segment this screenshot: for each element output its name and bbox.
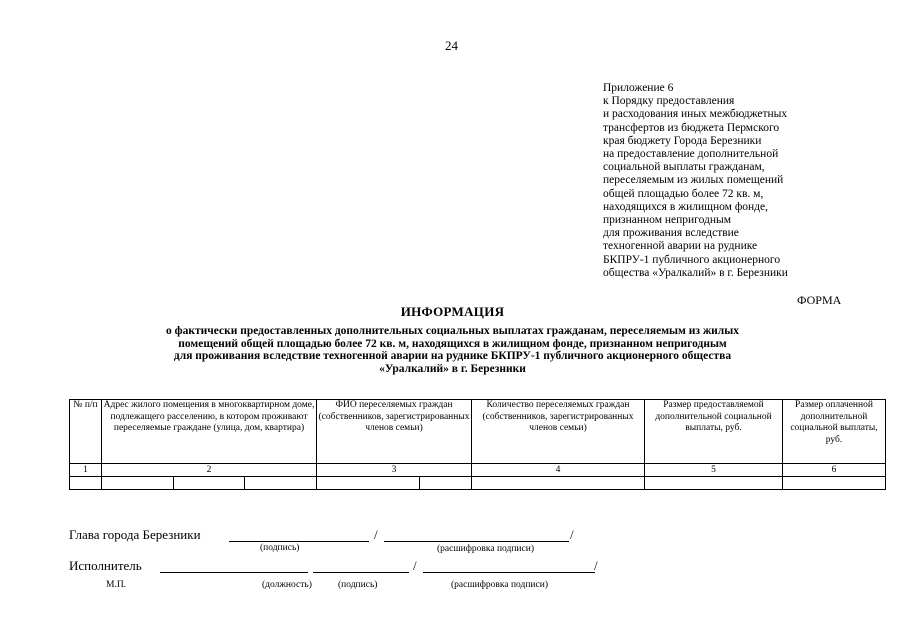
empty-cell <box>472 477 645 490</box>
caption-signature: (подпись) <box>338 580 378 590</box>
caption-signature: (подпись) <box>260 543 300 553</box>
empty-cell-split <box>317 477 472 490</box>
subtitle-line: помещений общей площадью более 72 кв. м, находящихся в жилищном фонде, признанном непригодным <box>178 337 727 350</box>
header-cell-paid-amount: Размер оплаченной дополнительной социальной выплаты, руб. <box>783 400 886 464</box>
caption-decoding: (расшифровка подписи) <box>451 580 548 590</box>
document-subtitle <box>60 325 845 375</box>
appendix-line: края бюджету Города Березники <box>603 134 762 147</box>
executor-signature-line <box>313 572 409 573</box>
subtitle-line: о фактически предоставленных дополнительных социальных выплатах гражданам, переселяемым из жилых <box>166 325 739 337</box>
caption-position: (должность) <box>262 580 312 590</box>
head-decoding-line <box>384 541 569 542</box>
empty-cell <box>70 477 102 490</box>
header-cell-fio: ФИО переселяемых граждан (собственников, зарегистрированных членов семьи) <box>317 400 472 464</box>
column-number-2: 2 <box>102 464 317 477</box>
slash-separator: / <box>374 527 378 542</box>
appendix-line: переселяемым из жилых помещений <box>603 174 784 187</box>
column-number-6: 6 <box>783 464 886 477</box>
header-cell-number: № п/п <box>70 400 102 464</box>
document-title: ИНФОРМАЦИЯ <box>400 304 505 319</box>
appendix-line: социальной выплаты гражданам, <box>603 161 765 174</box>
forma-label: ФОРМА <box>797 293 842 307</box>
info-table <box>69 399 886 490</box>
header-cell-provided-amount: Размер предоставляемой дополнительной социальной выплаты, руб. <box>645 400 783 464</box>
head-signature-line <box>229 541 369 542</box>
page-number: 24 <box>445 38 458 53</box>
appendix-line: Приложение 6 <box>603 82 674 94</box>
subtitle-line: «Уралкалий» в г. Березники <box>379 362 526 375</box>
appendix-line: техногенной аварии на руднике <box>603 240 758 253</box>
appendix-line: и расходования иных межбюджетных <box>603 108 788 121</box>
stamp-place-label: М.П. <box>106 580 127 590</box>
head-signature-label: Глава города Березники <box>69 527 201 542</box>
slash-separator: / <box>594 558 598 573</box>
appendix-line: общей площадью более 72 кв. м, <box>603 187 764 200</box>
appendix-block <box>603 82 883 280</box>
appendix-line: БКПРУ-1 публичного акционерного <box>603 253 781 266</box>
appendix-line: на предоставление дополнительной <box>603 148 779 161</box>
appendix-line: признанном непригодным <box>603 214 732 227</box>
table-empty-row <box>70 477 886 490</box>
appendix-line: общества «Уралкалий» в г. Березники <box>603 266 788 279</box>
slash-separator: / <box>413 558 417 573</box>
appendix-line: находящихся в жилищном фонде, <box>603 200 769 213</box>
appendix-line: к Порядку предоставления <box>603 95 735 108</box>
table-header-row <box>70 400 886 464</box>
empty-cell-split <box>102 477 317 490</box>
empty-cell <box>645 477 783 490</box>
column-number-1: 1 <box>70 464 102 477</box>
subtitle-line: для проживания вследствие техногенной аварии на руднике БКПРУ-1 публичного акционерного общества <box>173 350 732 362</box>
slash-separator: / <box>570 527 574 542</box>
column-number-5: 5 <box>645 464 783 477</box>
empty-cell <box>783 477 886 490</box>
caption-decoding: (расшифровка подписи) <box>437 544 534 554</box>
executor-label: Исполнитель <box>69 558 142 573</box>
column-number-3: 3 <box>317 464 472 477</box>
header-cell-address: Адрес жилого помещения в многоквартирном доме, подлежащего расселению, в котором проживают переселяемые граждане (улица, дом, квартира) <box>102 400 317 464</box>
header-cell-count: Количество переселяемых граждан (собственников, зарегистрированных членов семьи) <box>472 400 645 464</box>
column-number-4: 4 <box>472 464 645 477</box>
executor-decoding-line <box>423 572 595 573</box>
appendix-line: трансфертов из бюджета Пермского <box>603 121 780 134</box>
appendix-line: для проживания вследствие <box>603 227 739 240</box>
table-number-row <box>70 464 886 477</box>
executor-position-line <box>160 572 308 573</box>
